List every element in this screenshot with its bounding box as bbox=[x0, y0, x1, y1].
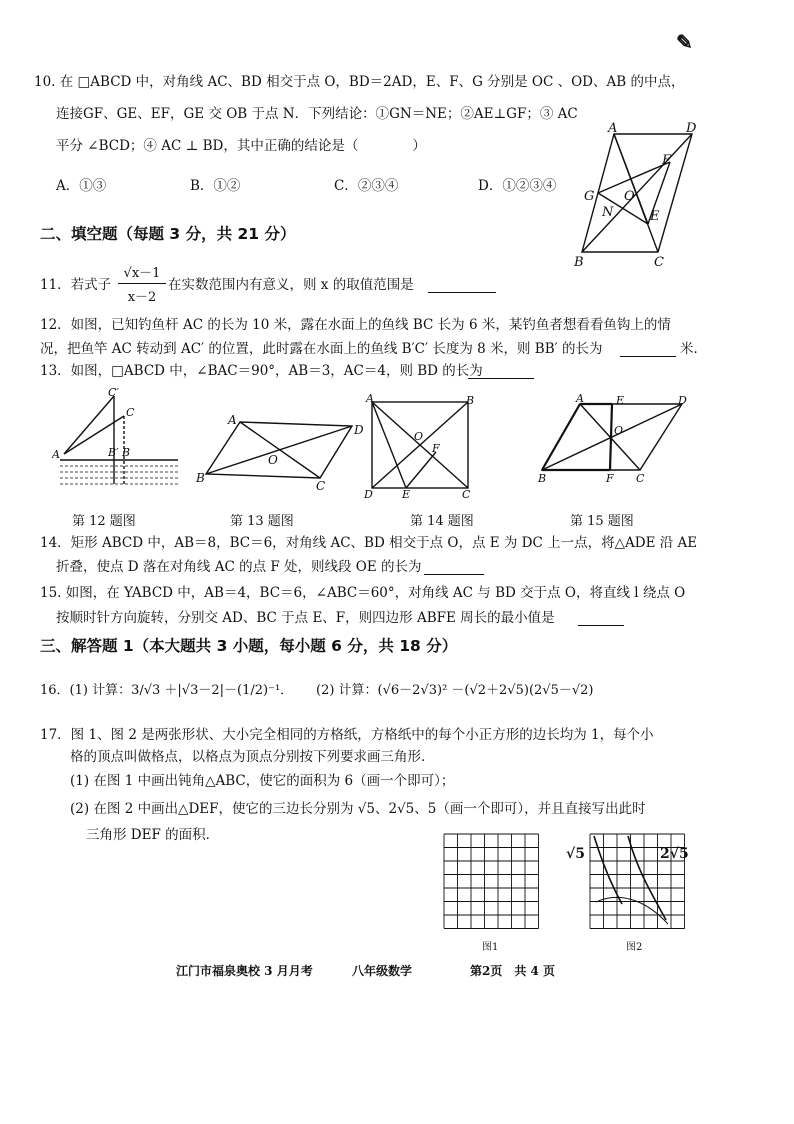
svg-text:E: E bbox=[402, 488, 411, 498]
q17-line2: 格的顶点叫做格点，以格点为顶点分别按下列要求画三角形． bbox=[70, 749, 435, 765]
svg-text:A: A bbox=[576, 394, 584, 405]
q15-line1: 15. 如图，在 YABCD 中，AB＝4，BC＝6，∠ABC＝60°，对角线 AC 与 BD 交于点 O，将直线 l 绕点 O bbox=[40, 585, 686, 601]
q11-fraction bbox=[118, 262, 166, 305]
svg-text:O: O bbox=[268, 453, 278, 467]
fig15 bbox=[536, 394, 696, 484]
q17-line1: 17．图 1、图 2 是两张形状、大小完全相同的方格纸，方格纸中的每个小正方形的边长均为 1，每个小 bbox=[40, 727, 654, 743]
svg-text:A: A bbox=[366, 394, 374, 405]
fig14 bbox=[362, 394, 482, 498]
svg-text:B: B bbox=[466, 394, 475, 407]
q15-answer-blank[interactable] bbox=[578, 611, 624, 626]
q11-numerator: √x－1 bbox=[118, 262, 166, 284]
svg-text:C: C bbox=[462, 488, 471, 498]
svg-text:C: C bbox=[654, 255, 664, 270]
handwritten-root5: √5 bbox=[566, 846, 585, 862]
q10-line2: 连接GF、GE、EF，GE 交 OB 于点 N．下列结论：①GN＝NE；②AE⊥GF；③ AC bbox=[56, 106, 578, 122]
handwritten-2root5: 2√5 bbox=[660, 846, 689, 862]
q11-suffix: 在实数范围内有意义，则 x 的取值范围是 bbox=[168, 277, 414, 293]
q14-answer-blank[interactable] bbox=[424, 560, 484, 575]
svg-text:D: D bbox=[364, 488, 373, 498]
q17-sub1: (1) 在图 1 中画出钝角△ABC，使它的面积为 6（画一个即可）； bbox=[70, 773, 455, 789]
grid1 bbox=[442, 832, 546, 932]
q16-part2: (2) 计算：(√6－2√3)² －(√2＋2√5)(2√5－√2) bbox=[316, 683, 594, 698]
svg-text:D: D bbox=[678, 394, 687, 407]
q11-denominator: x－2 bbox=[127, 290, 157, 305]
svg-text:A: A bbox=[228, 413, 237, 427]
q12-answer-blank[interactable] bbox=[620, 342, 676, 357]
q14-line1: 14．矩形 ABCD 中，AB＝8，BC＝6，对角线 AC、BD 相交于点 O，点 E 为 DC 上一点，将△ADE 沿 AE bbox=[40, 535, 698, 551]
svg-text:E: E bbox=[650, 209, 660, 224]
q10-option-d: D．①②③④ bbox=[478, 178, 557, 194]
svg-text:B: B bbox=[196, 471, 205, 485]
fig14-caption: 第 14 题图 bbox=[410, 514, 474, 529]
svg-text:O: O bbox=[624, 189, 635, 204]
q10-figure bbox=[574, 120, 704, 270]
svg-text:B′: B′ bbox=[108, 446, 119, 459]
svg-text:B: B bbox=[122, 446, 131, 459]
grid1-caption: 图1 bbox=[482, 942, 499, 953]
svg-text:F: F bbox=[606, 472, 614, 484]
corner-pen-mark: ✎ bbox=[676, 30, 693, 54]
grid2-caption: 图2 bbox=[626, 942, 643, 953]
section3-heading: 三、解答题 1（本大题共 3 小题，每小题 6 分，共 18 分） bbox=[40, 637, 458, 655]
fig13 bbox=[196, 412, 366, 490]
q17-sub3: 三角形 DEF 的面积． bbox=[86, 827, 220, 843]
fig12 bbox=[52, 388, 182, 500]
q16-part1: 16．(1) 计算：3/√3 ＋|√3－2|－(1/2)⁻¹． bbox=[40, 683, 294, 698]
svg-text:D: D bbox=[354, 423, 364, 437]
q10-option-a: A．①③ bbox=[56, 178, 107, 194]
q12-line2: 况，把鱼竿 AC 转动到 AC′ 的位置，此时露在水面上的鱼线 B′C′ 长度为 8 米，则 BB′ 的长为 bbox=[40, 341, 603, 357]
handwritten-stroke bbox=[594, 836, 622, 904]
svg-text:F: F bbox=[432, 442, 440, 455]
q10-option-c: C．②③④ bbox=[334, 178, 399, 194]
q14-line2: 折叠，使点 D 落在对角线 AC 的点 F 处，则线段 OE 的长为 bbox=[56, 559, 422, 575]
svg-text:O: O bbox=[414, 430, 424, 443]
fig15-caption: 第 15 题图 bbox=[570, 514, 634, 529]
q11-answer-blank[interactable] bbox=[428, 278, 496, 293]
footer-school: 江门市福泉奥校 3 月月考 bbox=[176, 964, 313, 978]
svg-text:N: N bbox=[602, 205, 614, 220]
q10-option-b: B．①② bbox=[190, 178, 241, 194]
q13-line: 13．如图，□ABCD 中，∠BAC＝90°，AB＝3，AC＝4，则 BD 的长为 bbox=[40, 363, 483, 379]
svg-text:A: A bbox=[608, 121, 618, 136]
q12-unit: 米． bbox=[680, 341, 707, 357]
svg-text:C: C bbox=[316, 479, 326, 490]
q10-line3: 平分 ∠BCD；④ AC ⊥ BD，其中正确的结论是（ ） bbox=[56, 138, 426, 154]
section2-heading: 二、填空题（每题 3 分，共 21 分） bbox=[40, 225, 296, 243]
svg-text:F: F bbox=[662, 153, 672, 168]
q10-line1: 10. 在 □ABCD 中，对角线 AC、BD 相交于点 O，BD＝2AD，E、F、G 分别是 OC 、OD、AB 的中点， bbox=[34, 74, 685, 90]
svg-text:B: B bbox=[538, 472, 547, 484]
fig13-caption: 第 13 题图 bbox=[230, 514, 294, 529]
svg-text:C: C bbox=[126, 406, 135, 419]
q11-prefix: 11．若式子 bbox=[40, 277, 112, 293]
svg-text:O: O bbox=[614, 424, 624, 437]
svg-text:C′: C′ bbox=[108, 388, 119, 399]
q15-line2: 按顺时针方向旋转，分别交 AD、BC 于点 E、F，则四边形 ABFE 周长的最小值是 bbox=[56, 610, 555, 626]
footer-page: 第2页 共 4 页 bbox=[470, 964, 556, 978]
footer-subject: 八年级数学 bbox=[352, 964, 413, 978]
q17-sub2: (2) 在图 2 中画出△DEF，使它的三边长分别为 √5、2√5、5（画一个即可），并且直接写出此时 bbox=[70, 801, 646, 817]
svg-text:G: G bbox=[584, 189, 595, 204]
q12-line1: 12．如图，已知钓鱼杆 AC 的长为 10 米，露在水面上的鱼线 BC 长为 6 米，某钓鱼者想看看鱼钩上的情 bbox=[40, 317, 671, 333]
q13-answer-blank[interactable] bbox=[468, 364, 534, 379]
svg-text:B: B bbox=[574, 255, 584, 270]
svg-text:A: A bbox=[52, 448, 60, 461]
svg-text:C: C bbox=[636, 472, 645, 484]
fig12-caption: 第 12 题图 bbox=[72, 514, 136, 529]
svg-text:D: D bbox=[686, 121, 697, 136]
svg-text:E: E bbox=[616, 394, 625, 407]
